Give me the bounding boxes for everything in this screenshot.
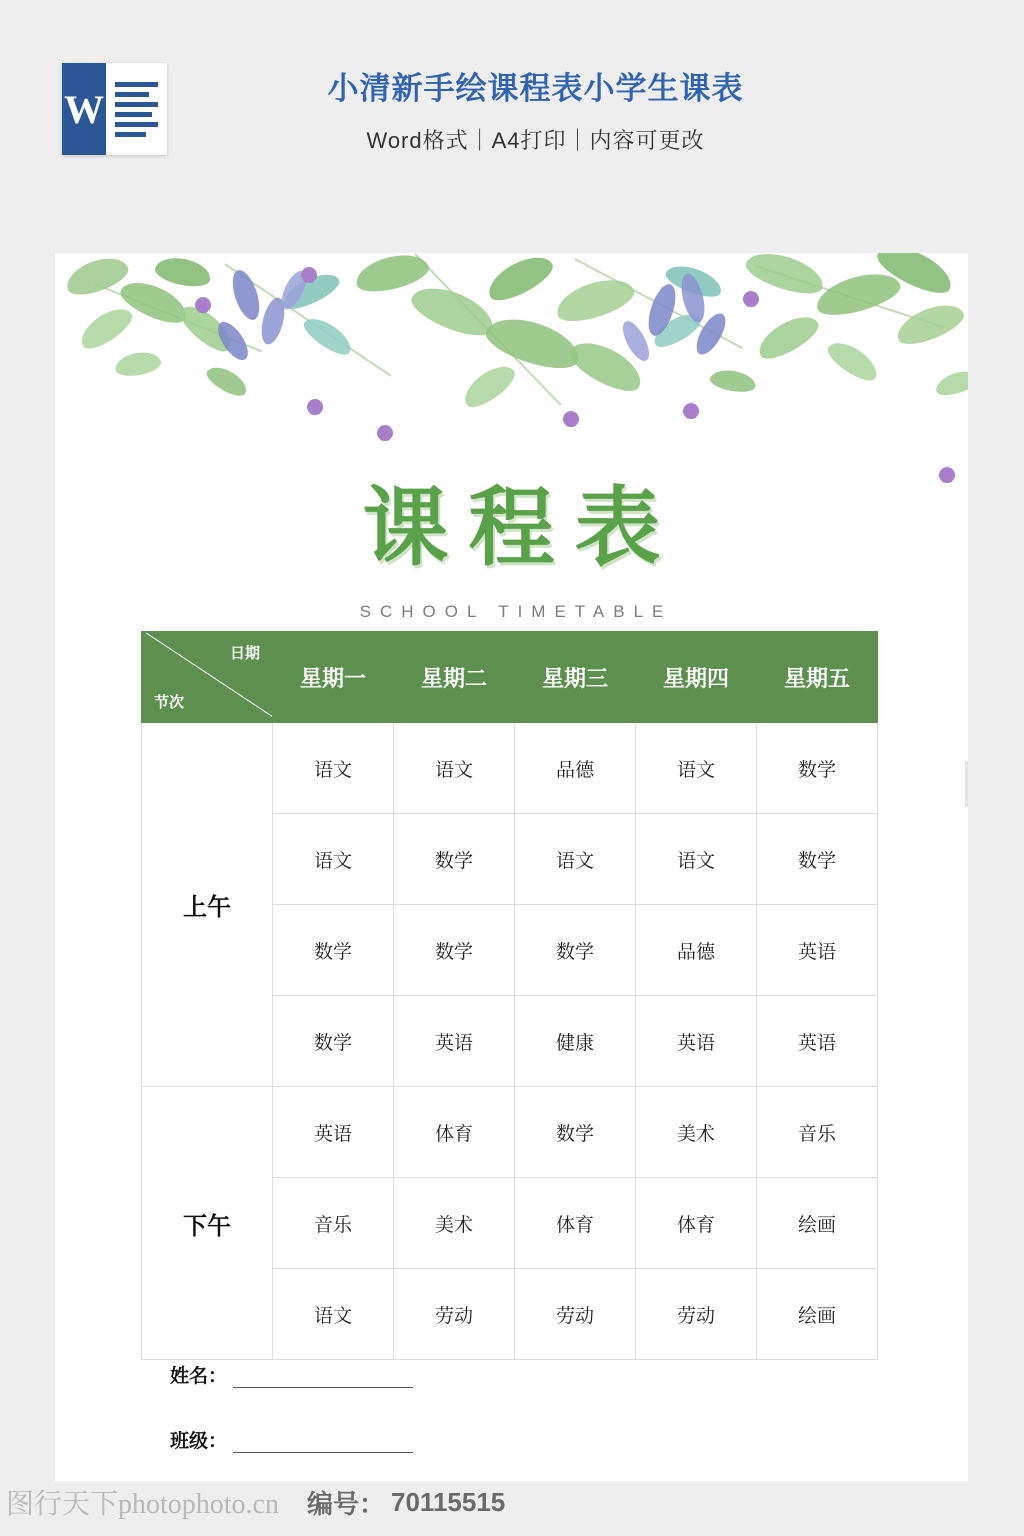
flower-icon — [563, 411, 579, 427]
cell-am4-fri: 英语 — [757, 996, 878, 1087]
timetable-title-cn: 课程表 — [362, 480, 681, 576]
cell-pm2-wed: 体育 — [515, 1178, 636, 1269]
page-header — [0, 0, 1024, 218]
page-title: 小清新手绘课程表小学生课表 — [327, 71, 744, 106]
column-header-tue: 星期二 — [394, 632, 515, 723]
table-row — [142, 1087, 878, 1178]
name-field-line[interactable] — [233, 1369, 413, 1388]
cell-pm3-tue: 劳动 — [394, 1269, 515, 1360]
column-header-mon: 星期一 — [273, 632, 394, 723]
cell-pm3-fri: 绘画 — [757, 1269, 878, 1360]
class-field-line[interactable] — [233, 1434, 413, 1453]
cell-am2-wed: 语文 — [515, 814, 636, 905]
cell-am1-tue: 语文 — [394, 723, 515, 814]
cell-pm2-fri: 绘画 — [757, 1178, 878, 1269]
cell-pm1-mon: 英语 — [273, 1087, 394, 1178]
column-header-wed: 星期三 — [515, 632, 636, 723]
cell-am4-wed: 健康 — [515, 996, 636, 1087]
word-logo-letter: W — [62, 63, 106, 155]
page-edge-mark — [965, 761, 968, 807]
cell-am3-tue: 数学 — [394, 905, 515, 996]
table-corner-cell — [142, 632, 273, 723]
cell-am1-wed: 品德 — [515, 723, 636, 814]
cell-am1-fri: 数学 — [757, 723, 878, 814]
cell-pm2-thu: 体育 — [636, 1178, 757, 1269]
timetable — [141, 631, 878, 1360]
cell-pm2-mon: 音乐 — [273, 1178, 394, 1269]
cell-am4-mon: 数学 — [273, 996, 394, 1087]
cell-am3-mon: 数学 — [273, 905, 394, 996]
cell-am4-tue: 英语 — [394, 996, 515, 1087]
field-row-class — [141, 1426, 641, 1453]
table-header-row — [142, 632, 878, 723]
corner-label-period: 节次 — [154, 694, 185, 711]
cell-am3-thu: 品德 — [636, 905, 757, 996]
cell-am4-thu: 英语 — [636, 996, 757, 1087]
flower-icon — [743, 291, 759, 307]
footer-fields — [141, 1361, 641, 1481]
header-text-block — [167, 63, 1024, 155]
flower-icon — [683, 403, 699, 419]
timetable-title-block — [55, 458, 968, 622]
timetable-title-en: SCHOOL TIMETABLE — [359, 602, 673, 621]
document-preview — [55, 253, 968, 1481]
corner-label-date: 日期 — [229, 645, 260, 662]
flower-icon — [195, 297, 211, 313]
page-subtitle: Word格式｜A4打印｜内容可更改 — [366, 128, 705, 153]
period-label-afternoon: 下午 — [142, 1087, 273, 1360]
watermark-bar — [0, 1482, 1024, 1522]
cell-am1-mon: 语文 — [273, 723, 394, 814]
cell-am2-tue: 数学 — [394, 814, 515, 905]
cell-am2-thu: 语文 — [636, 814, 757, 905]
period-label-morning: 上午 — [142, 723, 273, 1087]
cell-pm3-wed: 劳动 — [515, 1269, 636, 1360]
cell-am1-thu: 语文 — [636, 723, 757, 814]
cell-pm3-thu: 劳动 — [636, 1269, 757, 1360]
watermark-site: 图行天下photophoto.cn — [6, 1489, 279, 1520]
class-field-label: 班级： — [169, 1431, 227, 1452]
cell-am3-wed: 数学 — [515, 905, 636, 996]
flower-icon — [377, 425, 393, 441]
cell-pm1-thu: 美术 — [636, 1087, 757, 1178]
name-field-label: 姓名： — [169, 1366, 227, 1387]
field-row-name — [141, 1361, 641, 1388]
cell-pm3-mon: 语文 — [273, 1269, 394, 1360]
cell-pm1-fri: 音乐 — [757, 1087, 878, 1178]
table-row — [142, 723, 878, 814]
watermark-code: 70115515 — [391, 1486, 506, 1517]
word-document-icon — [62, 63, 167, 155]
cell-pm1-tue: 体育 — [394, 1087, 515, 1178]
cell-am2-fri: 数学 — [757, 814, 878, 905]
cell-pm1-wed: 数学 — [515, 1087, 636, 1178]
watermark-code-label: 编号： — [307, 1488, 386, 1519]
cell-pm2-tue: 美术 — [394, 1178, 515, 1269]
cell-am3-fri: 英语 — [757, 905, 878, 996]
column-header-thu: 星期四 — [636, 632, 757, 723]
flower-icon — [301, 267, 317, 283]
cell-am2-mon: 语文 — [273, 814, 394, 905]
column-header-fri: 星期五 — [757, 632, 878, 723]
word-logo-lines — [106, 63, 167, 155]
flower-icon — [307, 399, 323, 415]
